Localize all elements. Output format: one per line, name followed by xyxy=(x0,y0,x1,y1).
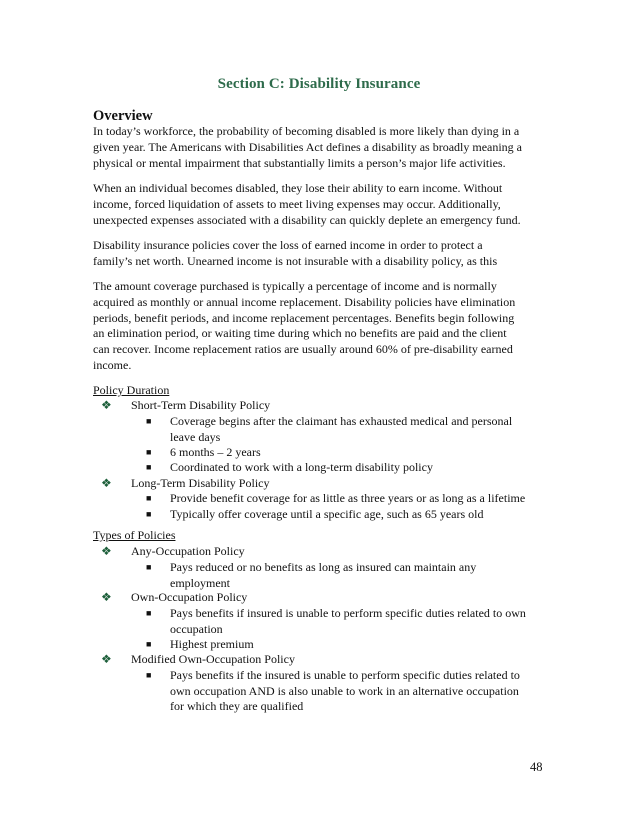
square-bullet-icon: ■ xyxy=(146,416,152,426)
list-item-long-term-age: ■ Typically offer coverage until a specific age, such as 65 years old xyxy=(146,507,484,521)
list-item-modified-own-occupation-benefits: ■ Pays benefits if the insured is unable to perform specific duties related to own occupation AND is also unable to work in an alternative occupation for which they are qualified xyxy=(146,668,520,714)
square-bullet-icon: ■ xyxy=(146,493,152,503)
overview-paragraph-3: Disability insurance policies cover the loss of earned income in order to protect a family’s net worth. Unearned income is not insurable with a disability policy, as this xyxy=(93,238,498,268)
overview-paragraph-2: When an individual becomes disabled, they lose their ability to earn income. Without income, forced liquidation of assets to meet living expenses may occur. Additionally, unexpected expenses associated with a disability can quickly deplete an emergency fund. xyxy=(93,181,521,227)
page-title: Section C: Disability Insurance xyxy=(217,76,421,92)
square-bullet-icon: ■ xyxy=(146,639,152,649)
square-bullet-icon: ■ xyxy=(146,462,152,472)
types-of-policies-label: Types of Policies xyxy=(93,528,176,542)
square-bullet-icon: ■ xyxy=(146,562,152,572)
overview-heading: Overview xyxy=(93,108,153,124)
overview-paragraph-4: The amount coverage purchased is typically a percentage of income and is normally acquired as monthly or annual income replacement. Disability policies have elimination periods, benefit periods, and income replacement percentages. Benefits begin following an elimination period, or waiting time during which no benefits are paid and the client can recover. Income replacement ratios are usually around 60% of pre-disability earned income. xyxy=(93,279,516,372)
diamond-bullet-icon: ❖ xyxy=(101,544,112,558)
list-item-any-occupation-benefits: ■ Pays reduced or no benefits as long as insured can maintain any employment xyxy=(146,560,477,590)
diamond-bullet-icon: ❖ xyxy=(101,590,112,604)
square-bullet-icon: ■ xyxy=(146,447,152,457)
list-item-short-term-duration: ■ 6 months – 2 years xyxy=(146,445,261,459)
diamond-bullet-icon: ❖ xyxy=(101,652,112,666)
square-bullet-icon: ■ xyxy=(146,509,152,519)
square-bullet-icon: ■ xyxy=(146,608,152,618)
list-item-long-term-coverage: ■ Provide benefit coverage for as little as three years or as long as a lifetime xyxy=(146,491,526,505)
list-item-any-occupation: ❖ Any-Occupation Policy xyxy=(101,544,245,558)
list-item-long-term: ❖ Long-Term Disability Policy xyxy=(101,476,270,490)
square-bullet-icon: ■ xyxy=(146,670,152,680)
list-item-short-term: ❖ Short-Term Disability Policy xyxy=(101,398,271,412)
diamond-bullet-icon: ❖ xyxy=(101,398,112,412)
list-item-short-term-coverage: ■ Coverage begins after the claimant has exhausted medical and personal leave days xyxy=(146,414,513,444)
list-item-own-occupation: ❖ Own-Occupation Policy xyxy=(101,590,248,604)
list-item-own-occupation-premium: ■ Highest premium xyxy=(146,637,254,651)
list-item-own-occupation-benefits: ■ Pays benefits if insured is unable to perform specific duties related to own occupation xyxy=(146,606,526,636)
overview-paragraph-1: In today’s workforce, the probability of becoming disabled is more likely than dying in a given year. The Americans with Disabilities Act defines a disability as broadly meaning a physical or mental impairment that substantially limits a person’s major life activities. xyxy=(93,124,523,170)
diamond-bullet-icon: ❖ xyxy=(101,476,112,490)
list-item-modified-own-occupation: ❖ Modified Own-Occupation Policy xyxy=(101,652,295,666)
list-item-short-term-coordinated: ■ Coordinated to work with a long-term disability policy xyxy=(146,460,433,474)
page-number: 48 xyxy=(530,760,543,774)
policy-duration-label: Policy Duration xyxy=(93,383,170,397)
